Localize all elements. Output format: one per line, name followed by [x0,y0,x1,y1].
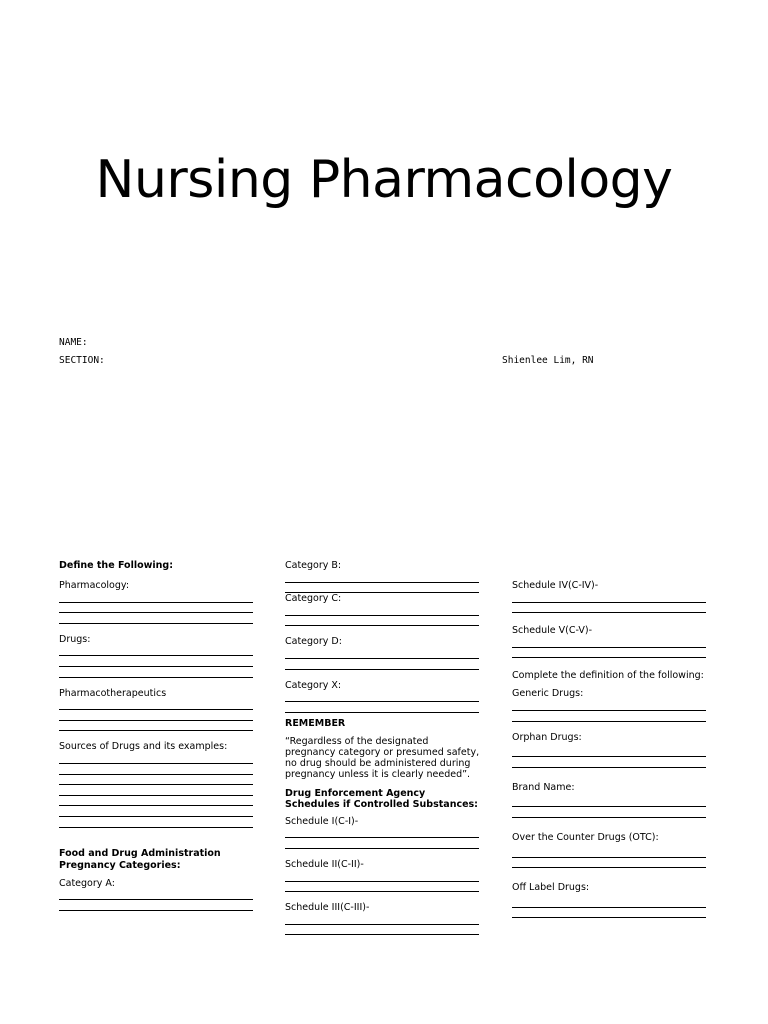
dea-schedules-heading: Drug Enforcement Agency Schedules if Controlled Substances: [285,787,478,810]
brand-name-label: Brand Name: [512,781,575,793]
schedule-5-answer-lines[interactable] [512,637,707,658]
remember-heading: REMEMBER [285,717,346,729]
off-label-drugs-label: Off Label Drugs: [512,882,590,894]
pharmacotherapeutics-label: Pharmacotherapeutics [59,687,167,699]
category-d-label: Category D: [285,636,342,648]
category-x-label: Category X: [285,679,342,691]
schedule-2-answer-lines[interactable] [285,871,480,892]
column-3 [512,560,707,918]
schedule-5-label: Schedule V(C-V)- [512,625,593,637]
schedule-4-answer-lines[interactable] [512,592,707,613]
category-a-label: Category A: [59,877,115,889]
category-b-label: Category B: [285,560,342,571]
pregnancy-quote: “Regardless of the designated pregnancy category or presumed safety, no drug should be administered during pregnancy unless it is clearly needed”. [285,735,480,780]
schedule-4-label: Schedule IV(C-IV)- [512,580,599,591]
pharmacotherapeutics-answer-lines[interactable] [59,700,254,732]
document-title: Nursing Pharmacology [95,150,673,210]
generic-drugs-label: Generic Drugs: [512,688,584,700]
schedule-2-label: Schedule II(C-II)- [285,858,364,870]
generic-drugs-answer-lines[interactable] [512,700,707,721]
category-a-answer-lines[interactable] [59,890,254,911]
drugs-answer-lines[interactable] [59,646,254,678]
off-label-drugs-answer-lines[interactable] [512,897,707,918]
category-c-answer-lines[interactable] [285,605,480,626]
sources-label: Sources of Drugs and its examples: [59,741,228,753]
schedule-3-answer-lines[interactable] [285,914,480,935]
schedule-1-answer-lines[interactable] [285,828,480,849]
section-label: SECTION: [59,355,105,366]
pharmacology-label: Pharmacology: [59,580,130,591]
orphan-drugs-label: Orphan Drugs: [512,731,582,743]
column-2 [285,560,480,935]
complete-definition-heading: Complete the definition of the following: [512,670,704,682]
schedule-3-label: Schedule III(C-III)- [285,902,370,914]
schedule-1-label: Schedule I(C-I)- [285,815,359,827]
fda-categories-heading: Food and Drug Administration Pregnancy Categories: [59,847,221,871]
sources-answer-lines[interactable] [59,753,254,827]
otc-drugs-label: Over the Counter Drugs (OTC): [512,831,659,843]
column-1 [59,560,254,911]
name-label: NAME: [59,337,88,348]
drugs-label: Drugs: [59,633,91,645]
orphan-drugs-answer-lines[interactable] [512,747,707,768]
define-heading: Define the Following: [59,560,174,571]
otc-drugs-answer-lines[interactable] [512,847,707,868]
author-name: Shienlee Lim, RN [502,355,594,366]
pharmacology-answer-lines[interactable] [59,592,254,624]
brand-name-answer-lines[interactable] [512,797,707,818]
category-x-answer-lines[interactable] [285,692,480,713]
category-c-label: Category C: [285,593,342,605]
category-d-answer-lines[interactable] [285,648,480,669]
category-b-answer-lines[interactable] [285,572,480,593]
